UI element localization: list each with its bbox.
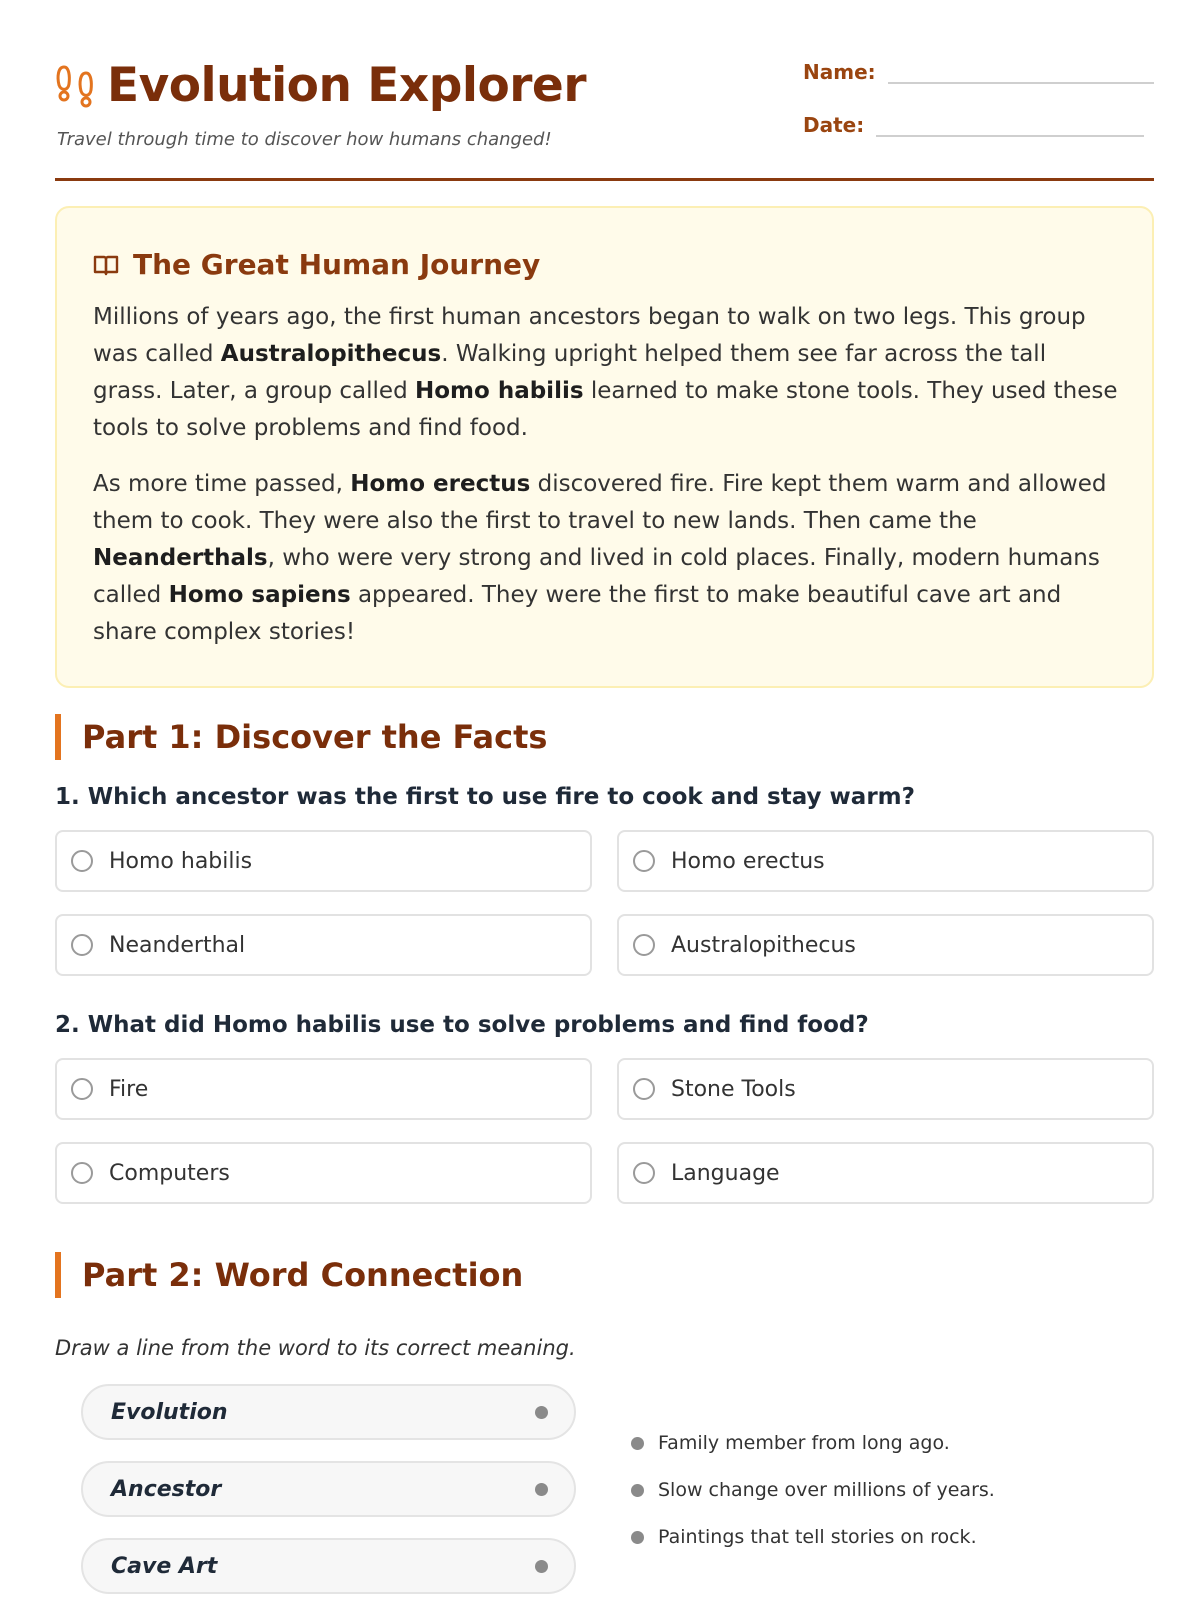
date-label: Date:	[803, 113, 865, 137]
q1-option-homo-habilis[interactable]: Homo habilis	[55, 830, 592, 892]
radio-button[interactable]	[71, 850, 93, 872]
radio-button[interactable]	[633, 850, 655, 872]
connector-dot[interactable]	[631, 1437, 644, 1450]
connector-dot[interactable]	[631, 1531, 644, 1544]
part1-heading: Part 1: Discover the Facts	[55, 714, 547, 760]
date-field[interactable]	[803, 113, 1144, 137]
radio-button[interactable]	[71, 1162, 93, 1184]
story-title: The Great Human Journey	[133, 248, 541, 281]
title-row	[55, 58, 586, 113]
q2-option-fire[interactable]: Fire	[55, 1058, 592, 1120]
part2-heading: Part 2: Word Connection	[55, 1252, 523, 1298]
connector-dot[interactable]	[535, 1406, 548, 1419]
q2-option-stone-tools[interactable]: Stone Tools	[617, 1058, 1154, 1120]
word-cave-art[interactable]: Cave Art	[81, 1538, 576, 1594]
connector-dot[interactable]	[631, 1484, 644, 1497]
worksheet-header	[55, 0, 1154, 181]
story-box	[55, 206, 1154, 688]
story-heading	[93, 248, 1118, 281]
page-subtitle: Travel through time to discover how humans changed!	[57, 129, 552, 150]
radio-button[interactable]	[71, 934, 93, 956]
meaning-slow-change[interactable]: Slow change over millions of years.	[631, 1479, 995, 1501]
q1-option-australopithecus[interactable]: Australopithecus	[617, 914, 1154, 976]
meaning-family-member[interactable]: Family member from long ago.	[631, 1432, 950, 1454]
radio-button[interactable]	[633, 934, 655, 956]
story-paragraph-1: Millions of years ago, the first human ancestors began to walk on two legs. This group was called Australopithecus. Walking upright helped them see far across the tall grass. Later, a group called Homo habilis learned to make stone tools. They used these tools to solve problems and find food.	[93, 304, 1118, 441]
radio-button[interactable]	[633, 1078, 655, 1100]
q2-option-language[interactable]: Language	[617, 1142, 1154, 1204]
story-paragraph-2: As more time passed, Homo erectus discovered fire. Fire kept them warm and allowed them to cook. They were also the first to travel to new lands. Then came the Neanderthals, who were very strong and lived in cold places. Finally, modern humans called Homo sapiens appeared. They were the first to make beautiful cave art and share complex stories!	[93, 471, 1107, 645]
connector-dot[interactable]	[535, 1560, 548, 1573]
book-icon	[93, 254, 119, 276]
term-homo-habilis: Homo habilis	[415, 378, 584, 404]
word-ancestor[interactable]: Ancestor	[81, 1461, 576, 1517]
name-label: Name:	[803, 60, 876, 84]
worksheet-page	[55, 0, 1154, 1579]
footprints-icon	[55, 63, 97, 109]
part2-instruction: Draw a line from the word to its correct meaning.	[55, 1336, 576, 1360]
date-input-line[interactable]	[876, 115, 1144, 137]
word-evolution[interactable]: Evolution	[81, 1384, 576, 1440]
term-australopithecus: Australopithecus	[220, 341, 442, 367]
term-homo-erectus: Homo erectus	[350, 471, 531, 497]
radio-button[interactable]	[71, 1078, 93, 1100]
name-field[interactable]	[803, 60, 1154, 84]
term-neanderthals: Neanderthals	[93, 545, 268, 571]
q1-option-neanderthal[interactable]: Neanderthal	[55, 914, 592, 976]
question-1: 1. Which ancestor was the first to use fire to cook and stay warm?	[55, 784, 915, 810]
q1-option-homo-erectus[interactable]: Homo erectus	[617, 830, 1154, 892]
radio-button[interactable]	[633, 1162, 655, 1184]
term-homo-sapiens: Homo sapiens	[168, 582, 351, 608]
question-2: 2. What did Homo habilis use to solve problems and find food?	[55, 1012, 869, 1038]
meaning-paintings[interactable]: Paintings that tell stories on rock.	[631, 1526, 977, 1548]
connector-dot[interactable]	[535, 1483, 548, 1496]
page-title: Evolution Explorer	[107, 58, 586, 113]
q2-option-computers[interactable]: Computers	[55, 1142, 592, 1204]
name-input-line[interactable]	[888, 62, 1154, 84]
